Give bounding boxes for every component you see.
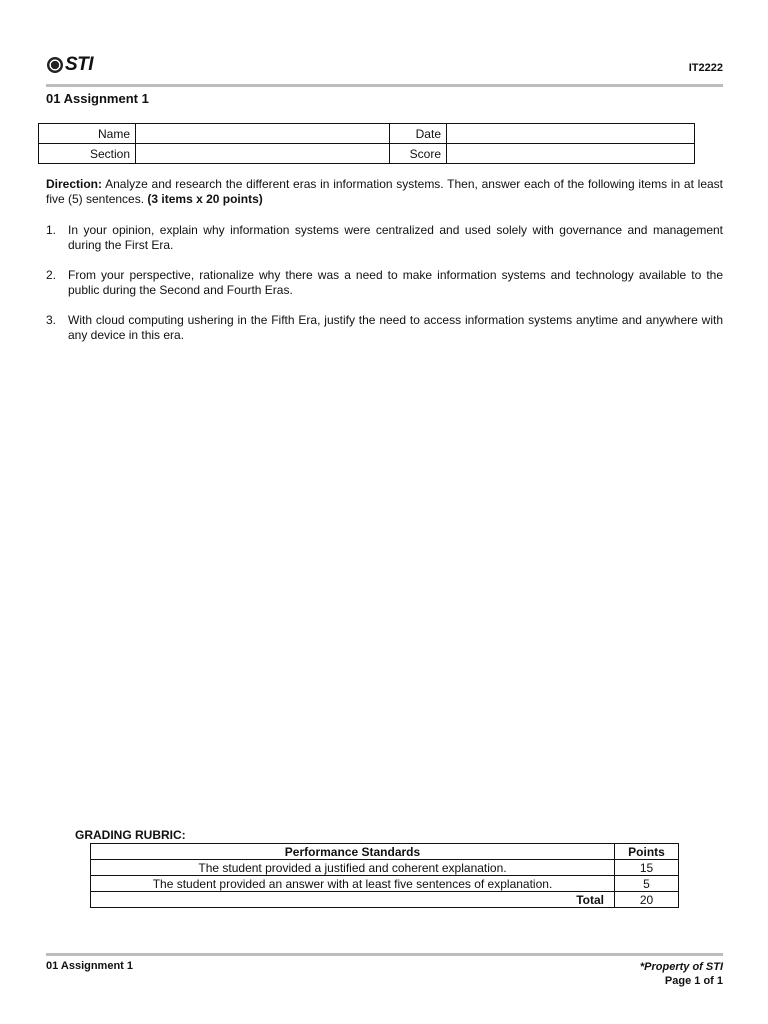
footer-divider: [46, 953, 723, 956]
item-text: From your perspective, rationalize why there was a need to make information systems and technology available to the public during the Second and Fourth Eras.: [68, 268, 723, 297]
property-notice: *Property of STI: [639, 961, 723, 973]
section-field[interactable]: [136, 144, 390, 164]
item-text: With cloud computing ushering in the Fifth Era, justify the need to access information systems anytime and anywhere with any device in this era.: [68, 313, 723, 342]
date-field[interactable]: [447, 124, 695, 144]
student-info-table: [38, 123, 695, 164]
course-code: IT2222: [688, 62, 723, 74]
item-number: 1.: [46, 223, 57, 237]
points-cell: 15: [615, 860, 679, 876]
points-cell: 5: [615, 876, 679, 892]
direction-text: Analyze and research the different eras in information systems. Then, answer each of the following items in at least five (5) sentences.: [46, 177, 723, 206]
list-item: [46, 313, 723, 343]
total-label: Total: [91, 892, 615, 908]
table-row: [39, 124, 695, 144]
logo-text: STI: [65, 54, 94, 75]
table-row: [91, 860, 679, 876]
table-header-row: [91, 844, 679, 860]
score-label: Score: [390, 144, 447, 164]
item-number: 3.: [46, 313, 57, 327]
grading-rubric-table: [90, 843, 679, 908]
sti-logo: [47, 54, 93, 76]
standard-cell: The student provided an answer with at least five sentences of explanation.: [91, 876, 615, 892]
total-points: 20: [615, 892, 679, 908]
page-number: Page 1 of 1: [664, 975, 723, 987]
score-field[interactable]: [447, 144, 695, 164]
rubric-title: GRADING RUBRIC:: [75, 828, 186, 842]
name-label: Name: [39, 124, 136, 144]
item-text: In your opinion, explain why information systems were centralized and used solely with governance and management during the First Era.: [68, 223, 723, 252]
list-item: [46, 223, 723, 253]
item-number: 2.: [46, 268, 57, 282]
footer-title: 01 Assignment 1: [46, 960, 134, 972]
direction-label: Direction:: [46, 177, 103, 191]
header-divider: [46, 84, 723, 87]
standards-header: Performance Standards: [91, 844, 615, 860]
table-row: [91, 892, 679, 908]
page-title: 01 Assignment 1: [46, 91, 149, 106]
standard-cell: The student provided a justified and coherent explanation.: [91, 860, 615, 876]
direction-points: (3 items x 20 points): [147, 192, 263, 206]
name-field[interactable]: [136, 124, 390, 144]
footer-meta: [640, 960, 723, 988]
globe-icon: [47, 57, 63, 73]
points-header: Points: [615, 844, 679, 860]
question-list: [46, 223, 723, 358]
table-row: [91, 876, 679, 892]
section-label: Section: [39, 144, 136, 164]
table-row: [39, 144, 695, 164]
direction-paragraph: [46, 177, 723, 207]
list-item: [46, 268, 723, 298]
date-label: Date: [390, 124, 447, 144]
